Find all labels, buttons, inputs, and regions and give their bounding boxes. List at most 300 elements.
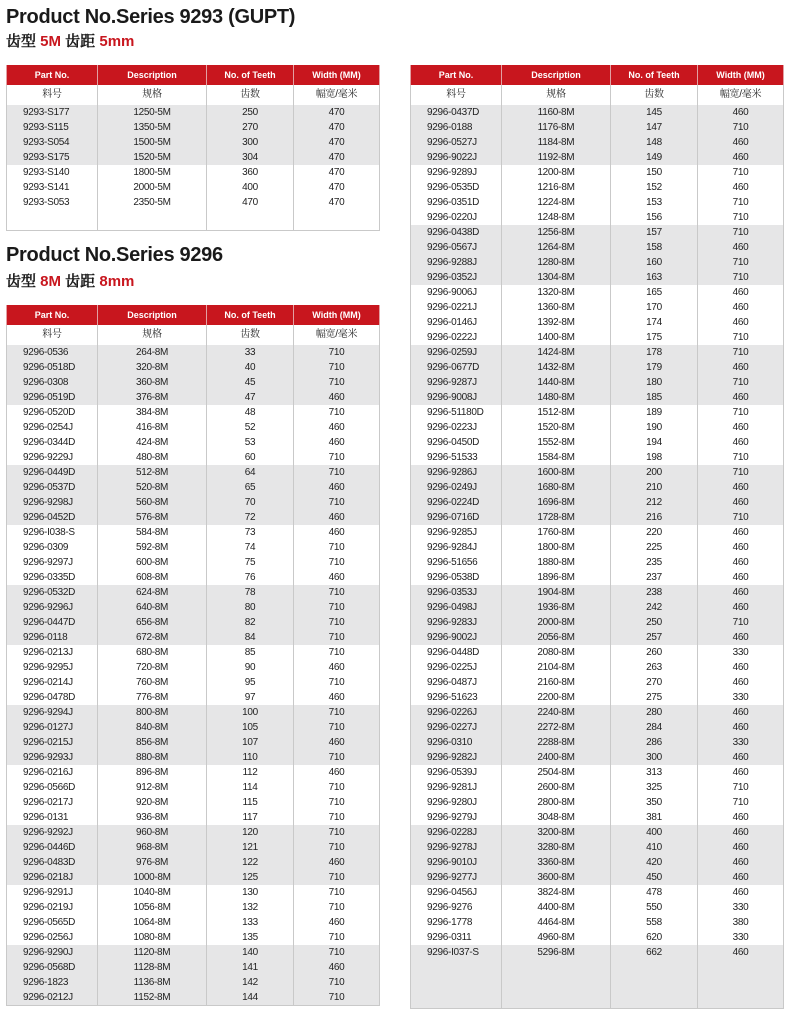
cell-width: 710 [698,405,784,420]
cell-part: 9296-0146J [411,315,502,330]
table-row [7,810,380,825]
cell-part: 9296-1778 [411,915,502,930]
table-row [7,570,380,585]
table-row [411,945,784,960]
table-row [7,510,380,525]
cell-teeth: 95 [207,675,294,690]
cell-part: 9296-9276 [411,900,502,915]
table-row [411,870,784,885]
cell-width: 710 [294,465,380,480]
cell-part: 9296-0224D [411,495,502,510]
cell-part: 9296-0351D [411,195,502,210]
cell-part: 9296-9297J [7,555,98,570]
cell-desc: 800-8M [98,705,207,720]
cell-part: 9296-9283J [411,615,502,630]
cell-part: 9296-0498J [411,600,502,615]
cell-desc: 1304-8M [502,270,611,285]
cell-desc: 576-8M [98,510,207,525]
cell-teeth: 148 [611,135,698,150]
cell-part: 9296-0520D [7,405,98,420]
cell-desc: 1584-8M [502,450,611,465]
cell-desc: 424-8M [98,435,207,450]
cell-width: 710 [294,720,380,735]
table-row [411,180,784,195]
cell-desc: 264-8M [98,345,207,360]
cell-part: 9296-0335D [7,570,98,585]
cell-width: 710 [294,675,380,690]
cell-part: 9296-9286J [411,465,502,480]
table-row [7,945,380,960]
table-row [7,345,380,360]
cell-part: 9296-0565D [7,915,98,930]
cell-desc: 1696-8M [502,495,611,510]
cell-teeth: 558 [611,915,698,930]
cell-part: 9296-0344D [7,435,98,450]
table-row [7,495,380,510]
series-9296-subtitle [6,270,134,291]
table-row [7,630,380,645]
cell-part: 9296-0118 [7,630,98,645]
cell-part: 9296-0131 [7,810,98,825]
cell-width: 460 [698,660,784,675]
table-row [7,825,380,840]
cell-desc: 1280-8M [502,255,611,270]
cell-teeth: 174 [611,315,698,330]
cell-width: 460 [294,915,380,930]
table-row [411,360,784,375]
cell-teeth: 133 [207,915,294,930]
cell-teeth: 194 [611,435,698,450]
table-row [411,135,784,150]
cell-width: 460 [294,480,380,495]
cell-width: 460 [698,945,784,960]
cell-teeth: 125 [207,870,294,885]
cell-width: 710 [698,615,784,630]
cell-width: 460 [698,675,784,690]
chinese-header-desc: 规格 [502,85,611,105]
cell-teeth: 145 [611,105,698,120]
table-row [7,735,380,750]
table-row [411,420,784,435]
header-row [7,305,380,325]
cell-desc: 3600-8M [502,870,611,885]
table-row [7,615,380,630]
cell-desc: 592-8M [98,540,207,555]
cell-teeth: 420 [611,855,698,870]
cell-desc: 600-8M [98,555,207,570]
table-row [411,405,784,420]
cell-teeth: 260 [611,645,698,660]
table-row [7,150,380,165]
table-row [411,300,784,315]
cell-teeth: 275 [611,690,698,705]
table-row [7,960,380,975]
cell-part: 9296-0226J [411,705,502,720]
table-row [411,690,784,705]
cell-width: 710 [294,360,380,375]
cell-width: 460 [294,420,380,435]
cell-width: 460 [294,570,380,585]
table-row [411,660,784,675]
cell-part: 9296-0535D [411,180,502,195]
cell-part: 9296-0527J [411,135,502,150]
cell-desc: 960-8M [98,825,207,840]
cell-width: 460 [698,765,784,780]
cell-width: 710 [294,870,380,885]
cell-width: 710 [294,900,380,915]
tooth-type-label: 齿型 [6,273,41,290]
cell-part: 9296-9284J [411,540,502,555]
filler-row [7,210,380,231]
cell-desc: 1800-8M [502,540,611,555]
table-row [411,120,784,135]
table-row [411,390,784,405]
cell-part: 9296-51180D [411,405,502,420]
cell-width: 710 [294,780,380,795]
cell-teeth: 381 [611,810,698,825]
cell-teeth: 284 [611,720,698,735]
pitch-label: 齿距 [61,33,100,50]
cell-part: 9296-0568D [7,960,98,975]
cell-desc: 968-8M [98,840,207,855]
cell-width: 460 [698,390,784,405]
cell-part: 9293-S115 [7,120,98,135]
cell-part: 9296-1823 [7,975,98,990]
table-row [411,150,784,165]
cell-desc: 2104-8M [502,660,611,675]
cell-desc: 2288-8M [502,735,611,750]
cell-desc: 1400-8M [502,330,611,345]
cell-teeth: 147 [611,120,698,135]
cell-width: 710 [294,600,380,615]
cell-part: 9296-9010J [411,855,502,870]
cell-part: 9296-0538D [411,570,502,585]
cell-teeth: 74 [207,540,294,555]
cell-desc: 1728-8M [502,510,611,525]
cell-desc: 1600-8M [502,465,611,480]
cell-teeth: 100 [207,705,294,720]
cell-width: 460 [294,510,380,525]
cell-desc: 1184-8M [502,135,611,150]
table-row [7,795,380,810]
cell-width: 710 [294,375,380,390]
cell-teeth: 60 [207,450,294,465]
cell-width: 460 [698,315,784,330]
cell-desc: 840-8M [98,720,207,735]
cell-desc: 1120-8M [98,945,207,960]
cell-part: 9296-0566D [7,780,98,795]
cell-desc: 1440-8M [502,375,611,390]
cell-width: 710 [698,795,784,810]
table-row [411,480,784,495]
cell-desc: 1680-8M [502,480,611,495]
cell-width: 710 [294,825,380,840]
cell-desc: 656-8M [98,615,207,630]
cell-desc: 1000-8M [98,870,207,885]
cell-teeth: 550 [611,900,698,915]
cell-part: 9296-9294J [7,705,98,720]
cell-width: 710 [294,705,380,720]
cell-part: 9296-0222J [411,330,502,345]
cell-desc: 680-8M [98,645,207,660]
cell-teeth: 122 [207,855,294,870]
cell-teeth: 84 [207,630,294,645]
column-header-part: Part No. [7,305,98,325]
cell-width: 710 [294,405,380,420]
table-row [7,870,380,885]
table-row [7,675,380,690]
cell-teeth: 105 [207,720,294,735]
cell-part: 9296-9277J [411,870,502,885]
cell-desc: 1520-8M [502,420,611,435]
cell-width: 460 [698,435,784,450]
cell-width: 710 [294,540,380,555]
cell-width: 460 [294,960,380,975]
table-row [411,435,784,450]
cell-teeth: 85 [207,645,294,660]
cell-width: 460 [698,495,784,510]
cell-desc: 2600-8M [502,780,611,795]
cell-teeth: 200 [611,465,698,480]
cell-width: 460 [294,855,380,870]
cell-teeth: 286 [611,735,698,750]
cell-desc: 3048-8M [502,810,611,825]
cell-width: 460 [698,630,784,645]
cell-teeth: 190 [611,420,698,435]
table-row [411,270,784,285]
table-row [411,615,784,630]
cell-teeth: 313 [611,765,698,780]
table-row [411,720,784,735]
filler-row [411,960,784,1009]
table-row [7,780,380,795]
table-row [7,660,380,675]
table-row [7,885,380,900]
table-row [411,555,784,570]
series-9293-table [6,65,380,231]
table-row [7,375,380,390]
cell-part: 9296-0532D [7,585,98,600]
cell-teeth: 82 [207,615,294,630]
cell-teeth: 72 [207,510,294,525]
cell-part: 9296-0256J [7,930,98,945]
table-row [7,990,380,1006]
cell-desc: 560-8M [98,495,207,510]
cell-teeth: 40 [207,360,294,375]
cell-teeth: 410 [611,840,698,855]
cell-desc: 920-8M [98,795,207,810]
cell-desc: 1432-8M [502,360,611,375]
chinese-header-part: 料号 [7,85,98,105]
cell-desc: 880-8M [98,750,207,765]
cell-teeth: 225 [611,540,698,555]
cell-width: 710 [294,975,380,990]
table-row [7,900,380,915]
table-row [7,645,380,660]
column-header-teeth: No. of Teeth [611,65,698,85]
cell-teeth: 142 [207,975,294,990]
cell-desc: 1064-8M [98,915,207,930]
cell-teeth: 135 [207,930,294,945]
cell-part: 9296-9292J [7,825,98,840]
cell-part: 9296-0218J [7,870,98,885]
table-row [411,240,784,255]
cell-desc: 2350-5M [98,195,207,210]
empty-cell [611,960,698,1009]
cell-part: 9296-0450D [411,435,502,450]
cell-desc: 2080-8M [502,645,611,660]
cell-width: 710 [698,270,784,285]
cell-teeth: 65 [207,480,294,495]
cell-part: 9296-9285J [411,525,502,540]
cell-part: 9296-0217J [7,795,98,810]
chinese-header-row [411,85,784,105]
cell-width: 460 [294,765,380,780]
table-row [411,600,784,615]
cell-width: 460 [698,585,784,600]
cell-part: 9296-0353J [411,585,502,600]
cell-desc: 3824-8M [502,885,611,900]
table-row [7,465,380,480]
table-row [7,120,380,135]
cell-teeth: 115 [207,795,294,810]
cell-desc: 1128-8M [98,960,207,975]
table-row [411,495,784,510]
chinese-header-teeth: 齿数 [207,325,294,345]
cell-part: 9296-9022J [411,150,502,165]
cell-width: 460 [698,720,784,735]
cell-teeth: 250 [611,615,698,630]
cell-teeth: 97 [207,690,294,705]
cell-desc: 760-8M [98,675,207,690]
table-row [411,450,784,465]
cell-part: 9296-0214J [7,675,98,690]
cell-width: 460 [698,150,784,165]
table-row [411,855,784,870]
table-row [7,405,380,420]
cell-width: 460 [294,525,380,540]
cell-desc: 2160-8M [502,675,611,690]
table-row [7,540,380,555]
cell-teeth: 33 [207,345,294,360]
cell-part: 9293-S054 [7,135,98,150]
cell-desc: 584-8M [98,525,207,540]
cell-desc: 1040-8M [98,885,207,900]
cell-desc: 1080-8M [98,930,207,945]
table-row [411,525,784,540]
cell-width: 710 [294,345,380,360]
cell-desc: 480-8M [98,450,207,465]
table-row [7,705,380,720]
cell-teeth: 78 [207,585,294,600]
cell-desc: 520-8M [98,480,207,495]
cell-desc: 1500-5M [98,135,207,150]
table-row [411,900,784,915]
cell-teeth: 238 [611,585,698,600]
header-row [411,65,784,85]
table-row [411,345,784,360]
cell-part: 9296-0219J [7,900,98,915]
cell-width: 460 [294,660,380,675]
cell-width: 710 [698,210,784,225]
cell-width: 460 [698,555,784,570]
chinese-header-desc: 规格 [98,85,207,105]
cell-teeth: 120 [207,825,294,840]
series-9296-table-right [410,65,784,1009]
table-row [411,465,784,480]
table-row [411,630,784,645]
cell-width: 710 [294,645,380,660]
cell-teeth: 107 [207,735,294,750]
cell-teeth: 52 [207,420,294,435]
column-header-desc: Description [98,65,207,85]
cell-teeth: 76 [207,570,294,585]
cell-width: 710 [698,330,784,345]
cell-teeth: 450 [611,870,698,885]
column-header-width: Width (MM) [294,305,380,325]
cell-teeth: 152 [611,180,698,195]
cell-teeth: 140 [207,945,294,960]
cell-width: 710 [698,255,784,270]
cell-width: 710 [294,810,380,825]
empty-cell [502,960,611,1009]
cell-width: 710 [294,840,380,855]
cell-part: 9296-0223J [411,420,502,435]
table-row [7,975,380,990]
cell-width: 330 [698,930,784,945]
table-row [7,195,380,210]
cell-part: 9296-0519D [7,390,98,405]
table-row [411,165,784,180]
cell-desc: 1256-8M [502,225,611,240]
cell-desc: 912-8M [98,780,207,795]
cell-part: 9296-0228J [411,825,502,840]
cell-width: 470 [294,150,380,165]
cell-desc: 720-8M [98,660,207,675]
cell-part: 9293-S140 [7,165,98,180]
cell-teeth: 300 [207,135,294,150]
column-header-width: Width (MM) [698,65,784,85]
cell-desc: 1936-8M [502,600,611,615]
cell-part: 9296-51533 [411,450,502,465]
chinese-header-width: 幅宽/毫米 [294,85,380,105]
table-row [7,105,380,120]
cell-teeth: 662 [611,945,698,960]
cell-teeth: 90 [207,660,294,675]
cell-part: 9296-9278J [411,840,502,855]
cell-width: 460 [698,480,784,495]
table-row [411,810,784,825]
cell-width: 470 [294,180,380,195]
cell-part: 9296-0487J [411,675,502,690]
cell-teeth: 47 [207,390,294,405]
cell-teeth: 112 [207,765,294,780]
cell-part: 9296-9290J [7,945,98,960]
cell-part: 9296-9289J [411,165,502,180]
cell-desc: 1136-8M [98,975,207,990]
table-row [411,330,784,345]
table-row [411,375,784,390]
cell-desc: 2000-5M [98,180,207,195]
cell-part: 9296-0249J [411,480,502,495]
cell-teeth: 250 [207,105,294,120]
cell-part: 9296-9281J [411,780,502,795]
cell-width: 710 [294,750,380,765]
cell-width: 710 [698,375,784,390]
cell-desc: 1512-8M [502,405,611,420]
cell-width: 460 [294,390,380,405]
cell-teeth: 149 [611,150,698,165]
